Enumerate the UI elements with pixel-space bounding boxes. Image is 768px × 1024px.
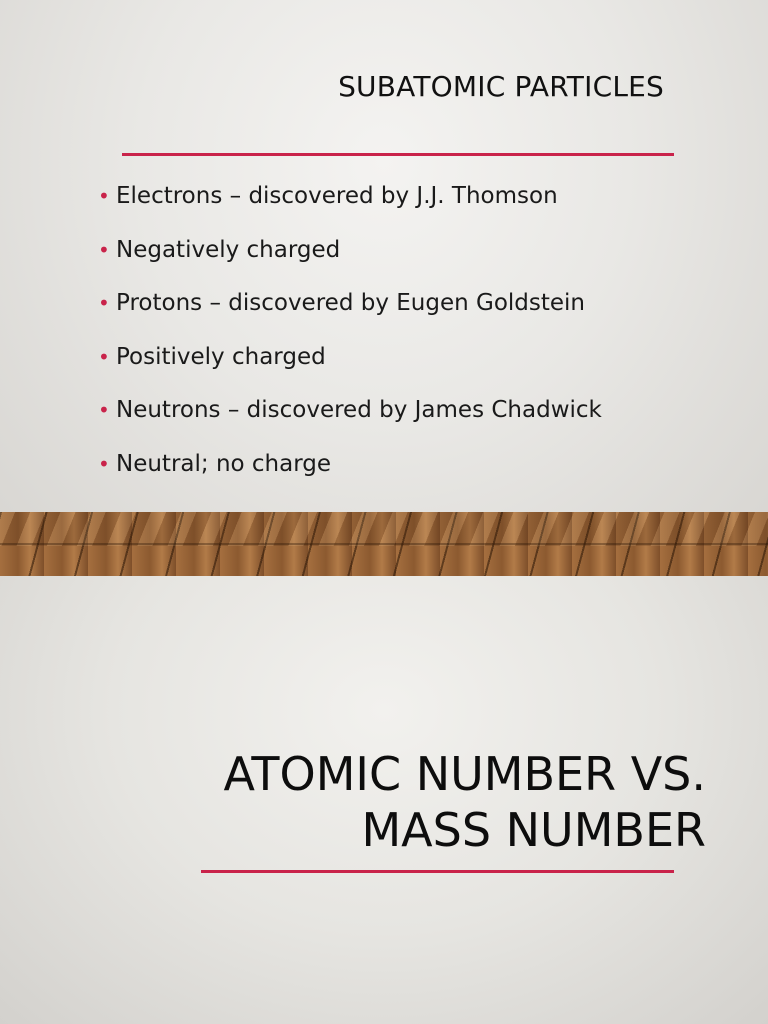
bullet-icon: • <box>98 184 110 208</box>
title-underline <box>122 153 674 156</box>
bullet-text: Electrons – discovered by J.J. Thomson <box>116 183 558 209</box>
title-underline <box>201 870 674 873</box>
bullet-icon: • <box>98 398 110 422</box>
bullet-text: Protons – discovered by Eugen Goldstein <box>116 290 585 316</box>
bullet-item <box>98 444 602 498</box>
bullet-icon: • <box>98 344 110 369</box>
bullet-item <box>98 390 602 444</box>
bullet-icon: • <box>98 291 110 315</box>
bullet-icon: • <box>98 237 110 262</box>
slide-title: SUBATOMIC PARTICLES <box>338 70 664 103</box>
bullet-item <box>98 337 602 391</box>
bullet-text: Negatively charged <box>116 236 341 263</box>
bullet-icon: • <box>98 451 110 476</box>
wood-floor-decoration <box>0 512 768 576</box>
section-title <box>224 746 706 858</box>
bullet-text: Positively charged <box>116 343 326 370</box>
bullet-item <box>98 176 602 230</box>
bullet-text: Neutral; no charge <box>116 450 332 477</box>
bullet-item <box>98 283 602 337</box>
bullet-item <box>98 230 602 284</box>
section-title-line-1: ATOMIC NUMBER VS. <box>223 747 706 801</box>
bullet-text: Neutrons – discovered by James Chadwick <box>116 397 602 423</box>
bullet-list <box>98 176 602 497</box>
slide-atomic-vs-mass-number <box>0 576 768 1024</box>
section-title-line-2: MASS NUMBER <box>361 803 706 857</box>
